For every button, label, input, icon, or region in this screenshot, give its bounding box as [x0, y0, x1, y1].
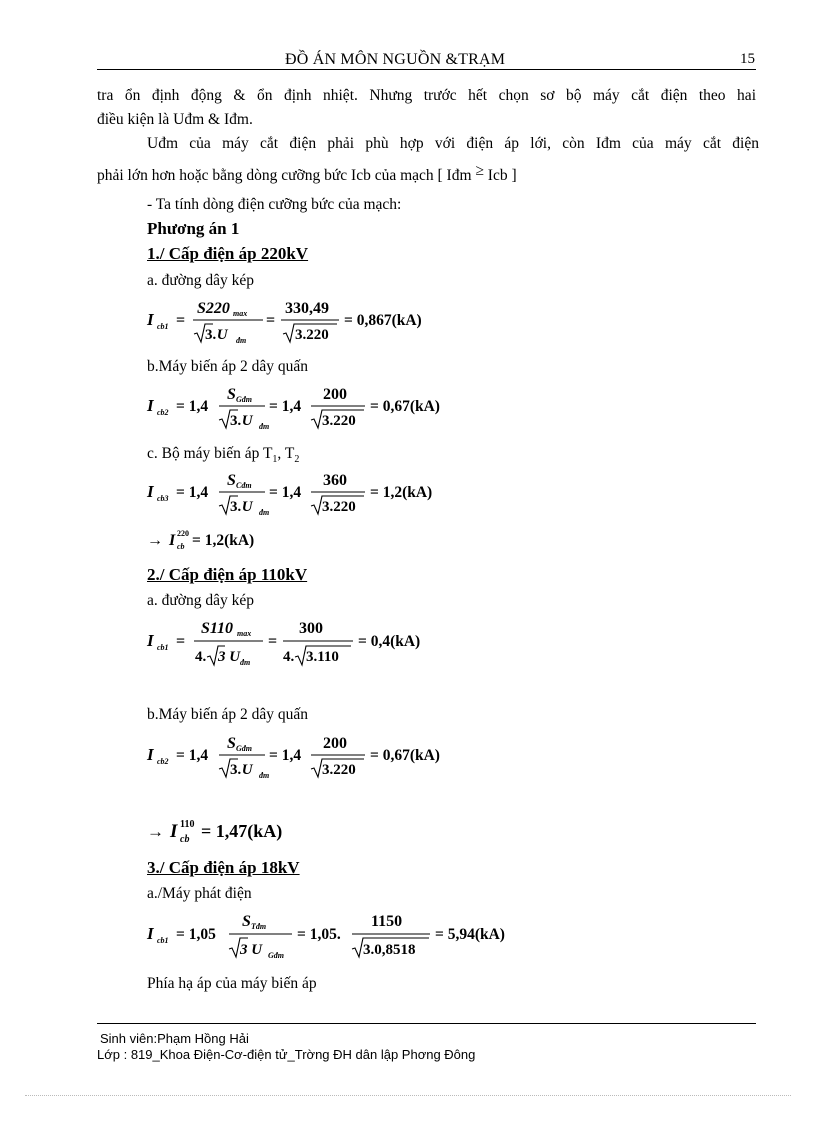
- result-220: [147, 527, 327, 553]
- f5-I: I: [147, 745, 154, 764]
- f1-result: = 0,867(kA): [344, 312, 422, 329]
- f2-den1a: 3: [230, 413, 238, 429]
- f6-sub: cb1: [157, 936, 169, 945]
- f6-den1a: 3 U: [240, 942, 263, 958]
- f5-num1sub: Gđm: [236, 744, 252, 753]
- f5-result: = 0,67(kA): [370, 747, 440, 764]
- paragraph-line-3: Uđm của máy cắt điện phải phù hợp với điện áp lới, còn Iđm của máy cắt điện: [147, 135, 759, 152]
- f2-result: = 0,67(kA): [370, 398, 440, 415]
- f4-den1sub: đm: [240, 658, 251, 667]
- f4-den1a: 4.: [195, 649, 207, 665]
- f1-num2: 330,49: [285, 300, 329, 317]
- f1-eq2: =: [266, 312, 276, 329]
- f6-result: = 5,94(kA): [435, 926, 505, 943]
- f4-I: I: [147, 631, 154, 650]
- f1-sub: cb1: [157, 322, 169, 331]
- section-110kv-a: a. đường dây kép: [147, 592, 254, 609]
- f3-result: = 1,2(kA): [370, 484, 433, 501]
- r220-sub: cb: [177, 542, 185, 551]
- r110-sub: cb: [180, 834, 190, 845]
- f1-I: I: [147, 310, 154, 329]
- f4-num1: S110: [201, 620, 234, 637]
- formula-18-generator: [147, 905, 537, 963]
- geq-symbol: ≥: [475, 162, 484, 179]
- section-18kv-tail: Phía hạ áp của máy biến áp: [147, 975, 317, 992]
- f1-den2: 3.220: [295, 327, 329, 343]
- f2-num2: 200: [323, 386, 347, 403]
- f5-den1sub: đm: [259, 771, 270, 780]
- f4-den2b: 3.110: [306, 649, 339, 665]
- f3-num1sub: Cđm: [236, 481, 252, 490]
- paragraph-line-2: điều kiện là Uđm & Iđm.: [97, 111, 253, 128]
- s1c-mid: , T: [277, 445, 295, 462]
- header-title: ĐỒ ÁN MÔN NGUỒN &TRẠM: [285, 51, 506, 68]
- f2-den2: 3.220: [322, 413, 356, 429]
- intro-line: - Ta tính dòng điện cưỡng bức của mạch:: [147, 196, 402, 213]
- f4-den2a: 4.: [283, 649, 295, 665]
- f3-I: I: [147, 482, 154, 501]
- f1-den1a: 3: [205, 327, 213, 343]
- f3-k2: = 1,4: [269, 484, 302, 501]
- f2-num1sub: Gđm: [236, 395, 252, 404]
- f4-num2: 300: [299, 620, 323, 637]
- r110-arrow: →: [147, 822, 164, 841]
- f5-den1b: .U: [238, 762, 253, 778]
- f2-den1sub: đm: [259, 422, 270, 431]
- section-18kv-a: a./Máy phát điện: [147, 885, 252, 902]
- page-edge-dots: [25, 1095, 791, 1096]
- f5-num2: 200: [323, 735, 347, 752]
- section-220kv-b: b.Máy biến áp 2 dây quấn: [147, 358, 308, 375]
- f4-den1b: 3 U: [218, 649, 241, 665]
- paragraph-line-4-end: Icb ]: [487, 167, 517, 184]
- f5-sub: cb2: [157, 757, 169, 766]
- f5-k2: = 1,4: [269, 747, 302, 764]
- f1-den1sub: đm: [236, 336, 247, 345]
- f1-eq1: =: [176, 312, 186, 329]
- f3-den2: 3.220: [322, 499, 356, 515]
- formula-220-block: [147, 464, 457, 520]
- f6-num1: S: [242, 913, 251, 930]
- f6-num2: 1150: [371, 913, 403, 930]
- s1c-sub1: 1: [272, 454, 278, 466]
- f6-k1: = 1,05: [176, 926, 216, 943]
- r220-arrow: →: [147, 532, 163, 549]
- formula-220-line: [147, 292, 447, 348]
- formula-110-transformer: [147, 727, 457, 783]
- f2-sub: cb2: [157, 408, 169, 417]
- s1c-sub2: 2: [294, 454, 300, 466]
- r220-sup: 220: [177, 529, 189, 538]
- f5-k1: = 1,4: [176, 747, 209, 764]
- f4-sub: cb1: [157, 643, 169, 652]
- f3-den1b: .U: [238, 499, 253, 515]
- s1c-text: c. Bộ máy biến áp T: [147, 445, 273, 462]
- section-220kv-a: a. đường dây kép: [147, 272, 254, 289]
- f1-den1b: .U: [213, 327, 228, 343]
- f1-num1: S220: [197, 300, 230, 317]
- f4-result: = 0,4(kA): [358, 633, 421, 650]
- formula-220-transformer: [147, 378, 457, 434]
- f1-num1sub: max: [233, 309, 248, 318]
- paragraph-line-4-text: phải lớn hơn hoặc bằng dòng cưỡng bức Icb của mạch [ Iđm: [97, 167, 472, 184]
- f2-num1: S: [227, 386, 236, 403]
- footer-student: Sinh viên:Phạm Hồng Hải: [100, 1031, 249, 1046]
- page-number: 15: [740, 51, 755, 67]
- section-110kv-b: b.Máy biến áp 2 dây quấn: [147, 706, 308, 723]
- result-110: [147, 816, 347, 848]
- section-18kv-heading: 3./ Cấp điện áp 18kV: [147, 858, 300, 877]
- f6-I: I: [147, 924, 154, 943]
- f2-k2: = 1,4: [269, 398, 302, 415]
- r110-result: = 1,47(kA): [201, 821, 283, 841]
- r110-I: I: [170, 821, 178, 842]
- paragraph-line-1: tra ổn định động & ổn định nhiệt. Nhưng trước hết chọn sơ bộ máy cắt điện theo hai: [97, 87, 756, 104]
- f3-num2: 360: [323, 472, 347, 489]
- f3-num1: S: [227, 472, 236, 489]
- r110-sup: 110: [180, 819, 195, 830]
- r220-result: = 1,2(kA): [192, 532, 255, 549]
- f4-eq2: =: [268, 633, 278, 650]
- f3-k1: = 1,4: [176, 484, 209, 501]
- f5-den2: 3.220: [322, 762, 356, 778]
- f4-eq1: =: [176, 633, 186, 650]
- header-rule: [97, 69, 756, 70]
- f6-num1sub: Tđm: [251, 922, 267, 931]
- f2-I: I: [147, 396, 154, 415]
- f5-num1: S: [227, 735, 236, 752]
- section-110kv-heading: 2./ Cấp điện áp 110kV: [147, 565, 308, 584]
- f5-den1a: 3: [230, 762, 238, 778]
- r220-I: I: [169, 532, 176, 549]
- paragraph-line-4: [97, 162, 517, 185]
- f2-den1b: .U: [238, 413, 253, 429]
- formula-110-line: [147, 612, 447, 672]
- variant-heading: Phương án 1: [147, 219, 240, 238]
- f2-k1: = 1,4: [176, 398, 209, 415]
- footer-rule: [97, 1023, 756, 1024]
- f6-den1sub: Gđm: [268, 951, 284, 960]
- f4-num1sub: max: [237, 629, 252, 638]
- f6-k2: = 1,05.: [297, 926, 341, 943]
- f6-den2: 3.0,8518: [363, 942, 416, 958]
- f3-den1sub: đm: [259, 508, 270, 517]
- footer-class: Lớp : 819_Khoa Điện-Cơ-điện tử_Trờng ĐH dân lập Phơng Đông: [97, 1047, 476, 1062]
- section-220kv-heading: 1./ Cấp điện áp 220kV: [147, 244, 309, 263]
- f3-sub: cb3: [157, 494, 169, 503]
- f3-den1a: 3: [230, 499, 238, 515]
